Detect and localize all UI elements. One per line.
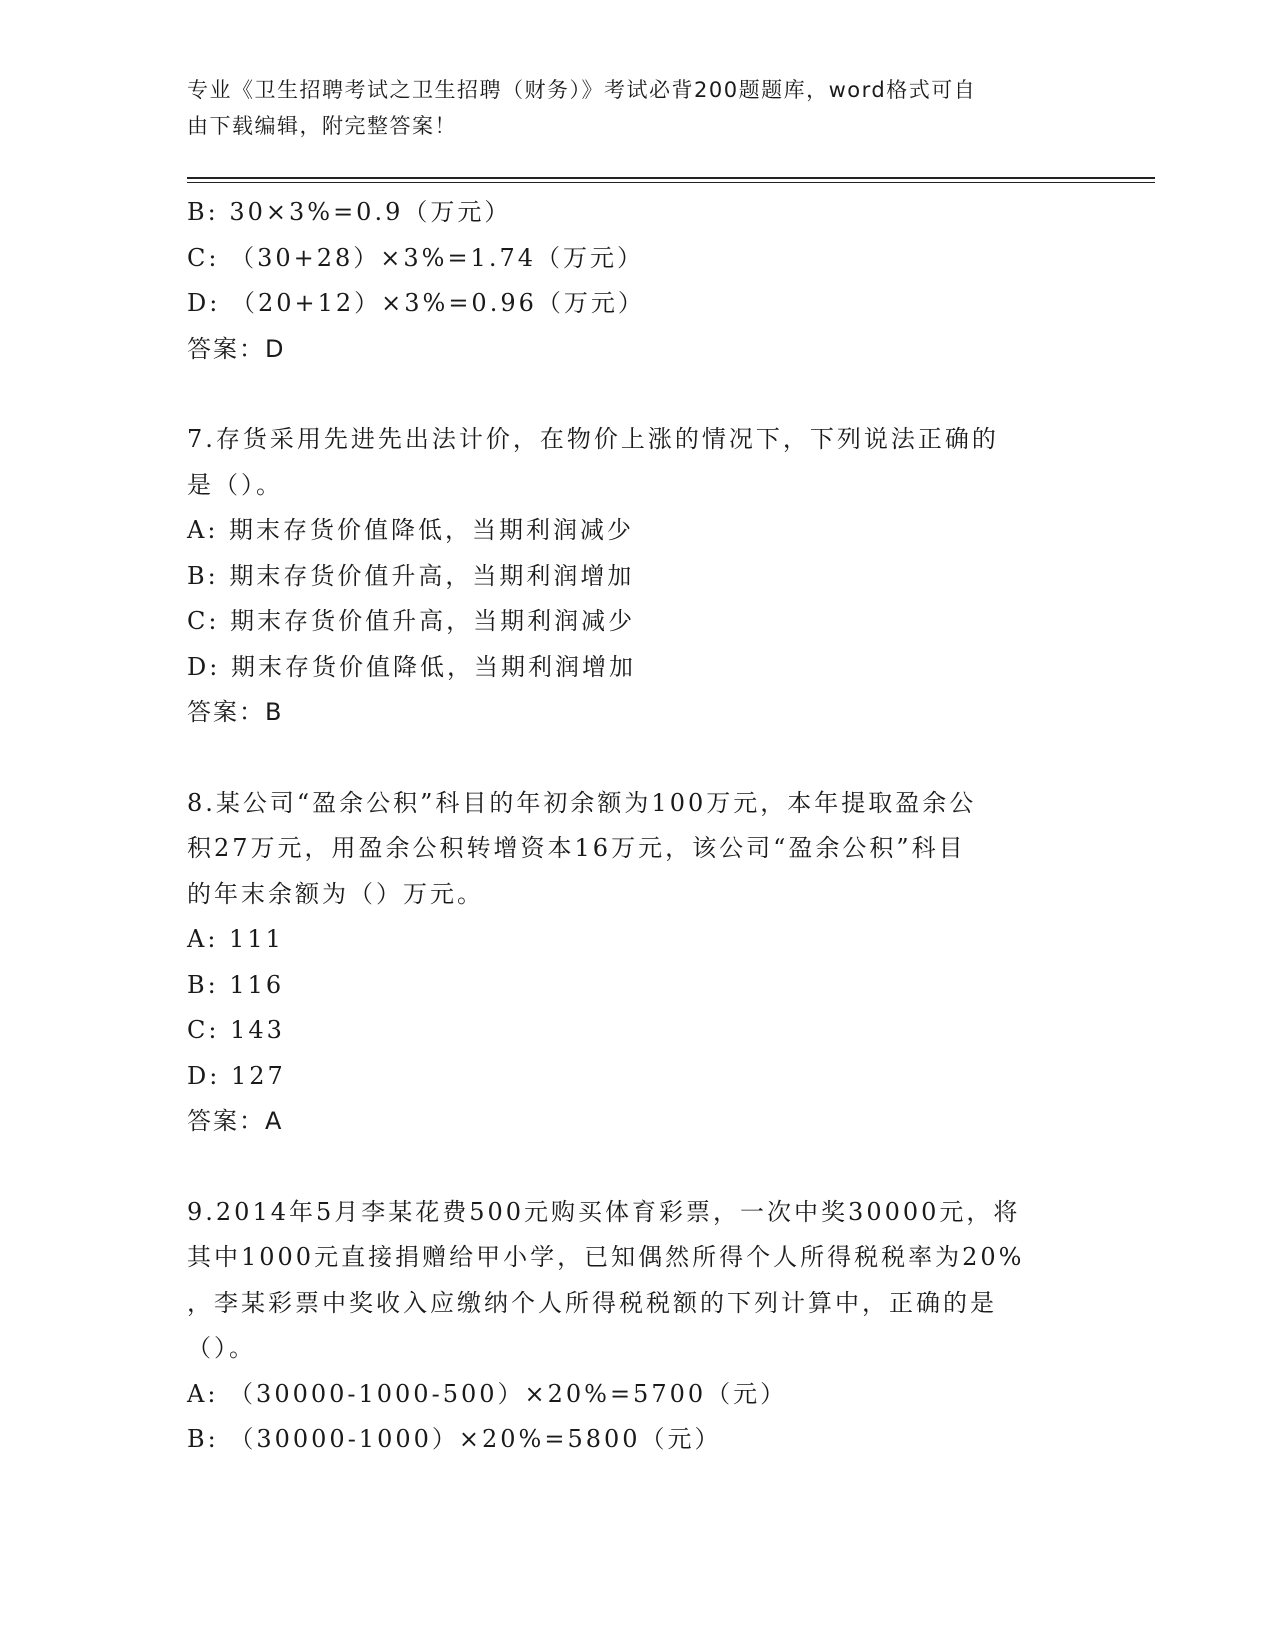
- spacer: [187, 1145, 1067, 1190]
- spacer: [187, 372, 1067, 417]
- option-c: C: 期末存货价值升高，当期利润减少: [187, 607, 636, 635]
- question-8: [187, 781, 1067, 1145]
- question-stem: 的年末余额为（）万元。: [187, 879, 484, 908]
- question-stem: 积27万元，用盈余公积转增资本16万元，该公司“盈余公积”科目: [187, 834, 966, 862]
- option-b: B: 30×3%=0.9（万元）: [187, 198, 512, 226]
- question-7: [187, 417, 1067, 736]
- question-stem: 9.2014年5月李某花费500元购买体育彩票，一次中奖30000元，将: [187, 1197, 1021, 1226]
- question-9: [187, 1190, 1067, 1463]
- header-title-line-1: 专业《卫生招聘考试之卫生招聘（财务）》考试必背200题题库，word格式可自: [187, 78, 977, 102]
- option-a: A: 期末存货价值降低，当期利润减少: [187, 516, 635, 544]
- question-stem: ，李某彩票中奖收入应缴纳个人所得税税额的下列计算中，正确的是: [187, 1288, 997, 1317]
- answer-line: 答案：D: [187, 334, 286, 363]
- header-title-line-2: 由下载编辑，附完整答案！: [187, 114, 457, 138]
- answer-line: 答案：B: [187, 698, 284, 726]
- answer-line: 答案：A: [187, 1107, 284, 1135]
- question-stem: 8.某公司“盈余公积”科目的年初余额为100万元，本年提取盈余公: [187, 788, 977, 817]
- option-d: D: 期末存货价值降低，当期利润增加: [187, 652, 636, 681]
- option-c: C: 143: [187, 1016, 285, 1044]
- option-c: C: （30+28）×3%=1.74（万元）: [187, 243, 644, 272]
- document-header: [187, 72, 1067, 144]
- question-stem: 7.存货采用先进先出法计价，在物价上涨的情况下，下列说法正确的: [187, 425, 999, 453]
- option-b: B: （30000-1000）×20%=5800（元）: [187, 1425, 722, 1453]
- question-stem: （）。: [187, 1334, 256, 1362]
- option-d: D: 127: [187, 1061, 286, 1090]
- option-b: B: 期末存货价值升高，当期利润增加: [187, 561, 635, 590]
- question-stem: 是（）。: [187, 470, 283, 499]
- question-6: [187, 190, 1067, 372]
- option-b: B: 116: [187, 970, 285, 999]
- spacer: [187, 736, 1067, 781]
- question-stem: 其中1000元直接捐赠给甲小学，已知偶然所得个人所得税税率为20%: [187, 1243, 1025, 1271]
- question-list: [187, 190, 1067, 1463]
- header-divider: [187, 177, 1155, 183]
- option-a: A: （30000-1000-500）×20%=5700（元）: [187, 1379, 788, 1408]
- option-d: D: （20+12）×3%=0.96（万元）: [187, 289, 645, 317]
- option-a: A: 111: [187, 925, 284, 953]
